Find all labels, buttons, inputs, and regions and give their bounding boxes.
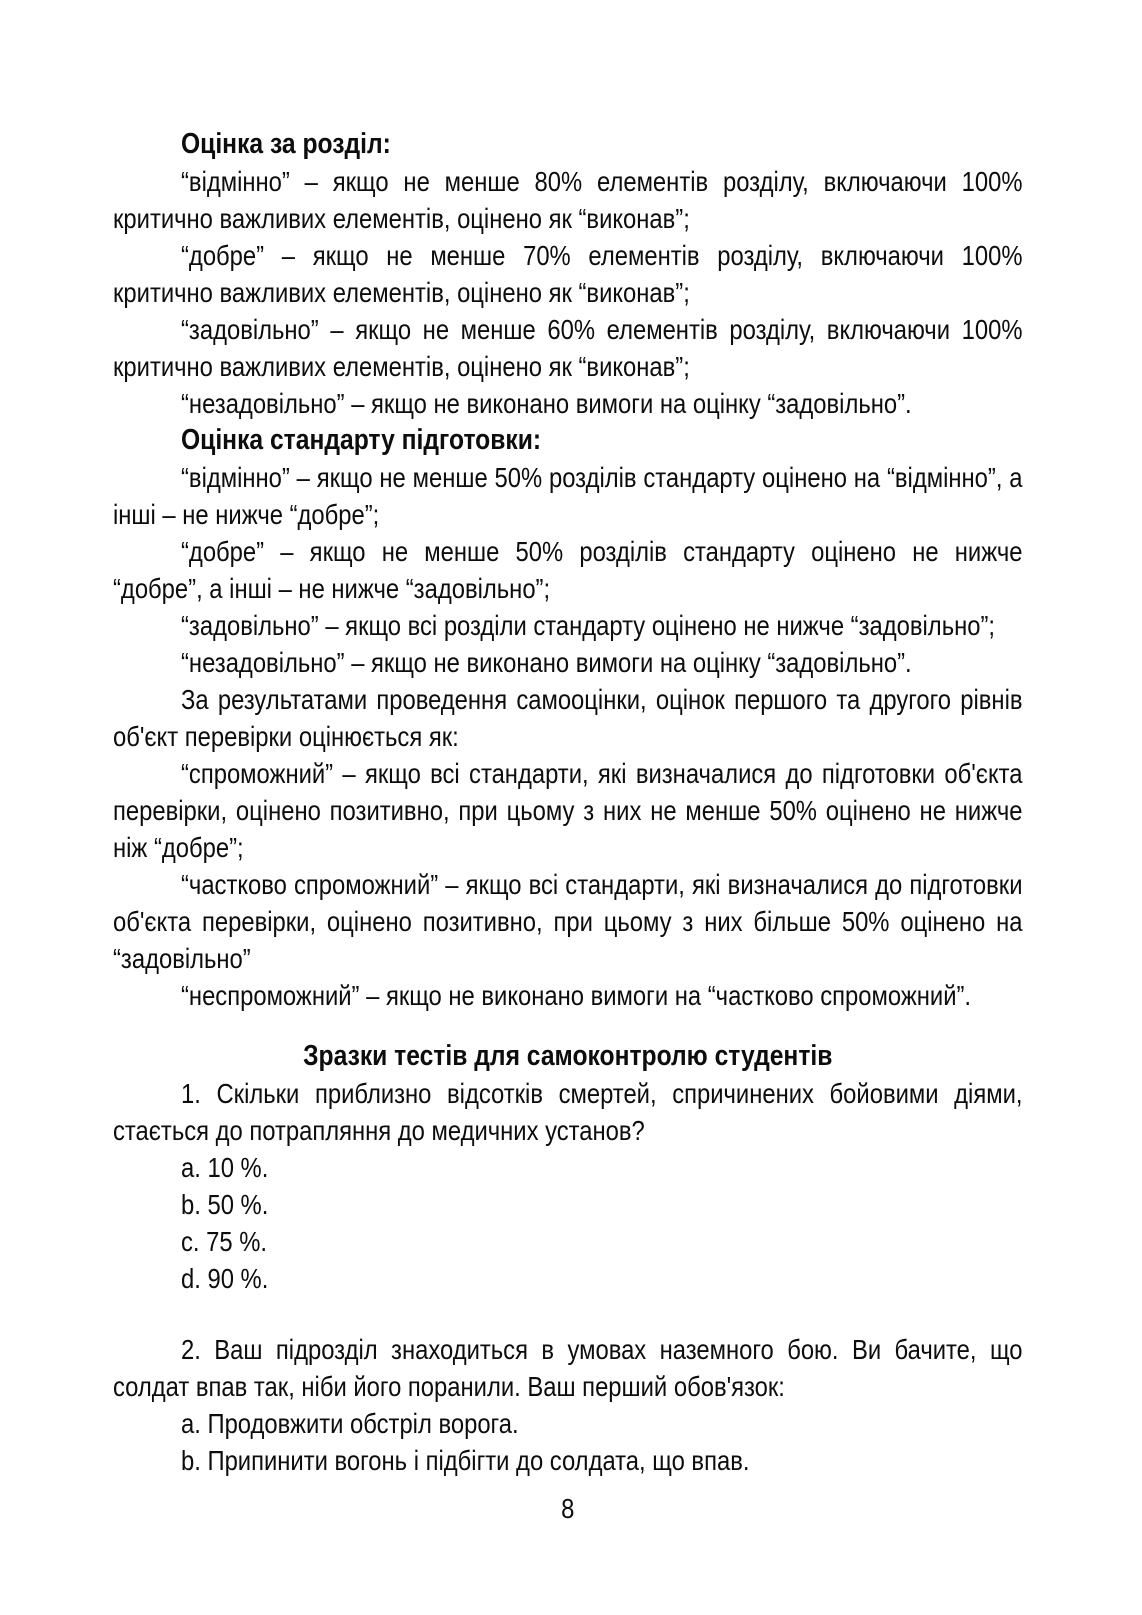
section-heading-standard: Оцінка стандарту підготовки: bbox=[181, 424, 542, 456]
paragraph: “незадовільно” – якщо не виконано вимоги на оцінку “задовільно”. bbox=[181, 388, 912, 419]
paragraph: За результатами проведення самооцінки, оцінок першого та другого рівнів об'єкт перевірки оцінюється як: bbox=[113, 684, 1023, 752]
tests-section-heading: Зразки тестів для самоконтролю студентів bbox=[303, 1040, 833, 1072]
paragraph: “спроможний” – якщо всі стандарти, які визначалися до підготовки об'єкта перевірки, оцінено позитивно, при цьому з них не менше 50% оцінено не нижче ніж “добре”; bbox=[113, 758, 1023, 863]
paragraph: “відмінно” – якщо не менше 50% розділів стандарту оцінено на “відмінно”, а інші – не нижче “добре”; bbox=[113, 462, 1023, 530]
paragraph: “частково спроможний” – якщо всі стандарти, які визначалися до підготовки об'єкта перевірки, оцінено позитивно, при цьому з них більше 50% оцінено на “задовільно” bbox=[113, 869, 1023, 974]
question-1-answer-d: d. 90 %. bbox=[181, 1263, 269, 1294]
question-1-answer-a: a. 10 %. bbox=[181, 1152, 269, 1183]
paragraph: “задовільно” – якщо не менше 60% елементів розділу, включаючи 100% критично важливих елементів, оцінено як “виконав”; bbox=[113, 314, 1023, 382]
question-1-answer-b: b. 50 %. bbox=[181, 1189, 269, 1220]
question-2-answer-a: a. Продовжити обстріл ворога. bbox=[181, 1408, 519, 1439]
question-1: 1. Скільки приблизно відсотків смертей, спричинених бойовими діями, стається до потрапляння до медичних установ? bbox=[113, 1078, 1023, 1146]
question-2-answer-b: b. Припинити вогонь і підбігти до солдата, що впав. bbox=[181, 1445, 750, 1476]
page-content bbox=[113, 0, 1023, 1527]
paragraph: “добре” – якщо не менше 70% елементів розділу, включаючи 100% критично важливих елементів, оцінено як “виконав”; bbox=[113, 240, 1023, 308]
paragraph: “неспроможний” – якщо не виконано вимоги на “частково спроможний”. bbox=[181, 980, 972, 1011]
question-1-answer-c: c. 75 %. bbox=[181, 1226, 267, 1257]
question-2: 2. Ваш підрозділ знаходиться в умовах наземного бою. Ви бачите, що солдат впав так, ніби його поранили. Ваш перший обов'язок: bbox=[113, 1334, 1023, 1402]
paragraph: “задовільно” – якщо всі розділи стандарту оцінено не нижче “задовільно”; bbox=[181, 610, 996, 641]
section-heading-grade: Оцінка за розділ: bbox=[181, 128, 391, 160]
paragraph: “добре” – якщо не менше 50% розділів стандарту оцінено не нижче “добре”, а інші – не нижче “задовільно”; bbox=[113, 536, 1023, 604]
paragraph: “відмінно” – якщо не менше 80% елементів розділу, включаючи 100% критично важливих елементів, оцінено як “виконав”; bbox=[113, 166, 1023, 234]
paragraph: “незадовільно” – якщо не виконано вимоги на оцінку “задовільно”. bbox=[181, 647, 912, 678]
page-number: 8 bbox=[561, 1493, 575, 1524]
